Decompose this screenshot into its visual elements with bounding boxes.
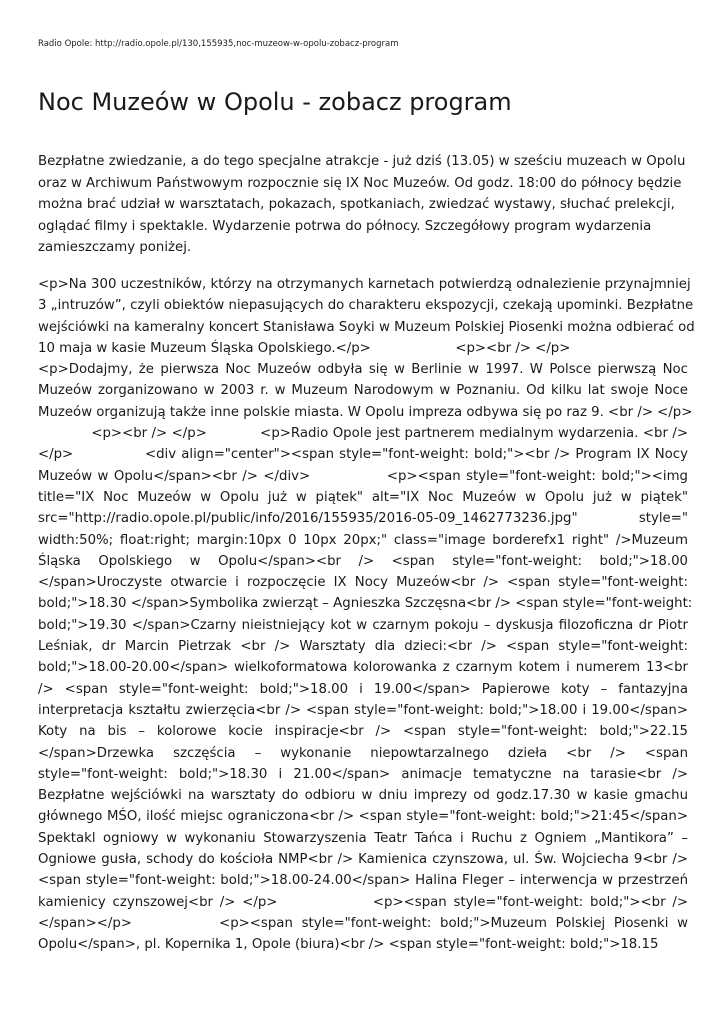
body-line: wejściówki na kameralny koncert Stanisława Soyki w Muzeum Polskiej Piosenki można odbierać od (38, 319, 695, 335)
article-title: Noc Muzeów w Opolu - zobacz program (38, 88, 512, 116)
body-line: głównego MŚO, ilość miejsc ograniczona<br /> <span style="font-weight: bold;">21:45</span> (38, 809, 688, 825)
body-line: Muzeów organizują także inne polskie miasta. W Opolu impreza odbywa się po raz 9. <br /> </p> (38, 404, 693, 420)
body-line: style="font-weight: bold;">18.30 i 21.00</span> animacje tematyczne na tarasie<br /> (38, 766, 688, 782)
body-line: Spektakl ogniowy w wykonaniu Stowarzyszenia Teatr Tańca i Ruchu z Ogniem „Mantikora” – (38, 830, 688, 846)
body-line: interpretacja kształtu zwierzęcia<br /> <span style="font-weight: bold;">18.00 i 19.00</span> (38, 702, 688, 718)
body-line: Leśniak, dr Marcin Pietrzak <br /> Warsztaty dla dzieci:<br /> <span style="font-weight: (38, 639, 688, 655)
body-line: <p>Dodajmy, że pierwsza Noc Muzeów odbyła się w Berlinie w 1997. W Polsce pierwszą Noc (38, 362, 688, 378)
body-line: width:50%; float:right; margin:10px 0 10px 20px;" class="image borderefx1 right" />Muzeum (38, 532, 688, 548)
body-line: kamienicy czynszowej<br /> </p> <p><span style="font-weight: bold;"><br /> (38, 894, 688, 910)
body-line: </span></p> <p><span style="font-weight: bold;">Muzeum Polskiej Piosenki w (38, 915, 688, 931)
body-line: src="http://radio.opole.pl/public/info/2016/155935/2016-05-09_1462773236.jpg" style=" (38, 511, 688, 527)
body-line: <p>Na 300 uczestników, którzy na otrzymanych karnetach potwierdzą odnalezienie przynajmniej (38, 277, 691, 292)
source-url: Radio Opole: http://radio.opole.pl/130,155935,noc-muzeow-w-opolu-zobacz-program (38, 39, 399, 49)
body-line: Muzeów zorganizowano w 2003 r. w Muzeum Narodowym w Poznaniu. Od kilku lat swoje Noce (38, 383, 688, 399)
body-line: Śląska Opolskiego w Opolu</span><br /> <span style="font-weight: bold;">18.00 (38, 553, 688, 569)
body-line: bold;">18.30 </span>Symbolika zwierząt – Agnieszka Szczęsna<br /> <span style="font-weight: (38, 596, 693, 612)
article-lead: Bezpłatne zwiedzanie, a do tego specjalne atrakcje - już dziś (13.05) w sześciu muzeach w Opolu oraz w Archiwum Państwowym rozpocznie się IX Noc Muzeów. Od godz. 18:00 do północy będzie można brać udział w warsztatach, pokazach, spotkaniach, zwiedzać wystawy, słuchać prelekcji, oglądać filmy i spektakle. Wydarzenie potrwa do północy. Szczegółowy program wydarzenia zamieszczamy poniżej. (38, 154, 686, 256)
body-line: Koty na bis – kolorowe kocie inspiracje<br /> <span style="font-weight: bold;">22.15 (38, 724, 688, 740)
article-body (38, 274, 695, 956)
body-line: </p> <div align="center"><span style="font-weight: bold;"><br /> Program IX Nocy (38, 447, 688, 463)
body-line: 10 maja w kasie Muzeum Śląska Opolskiego.</p> <p><br /> </p> (38, 340, 571, 356)
body-line: Muzeów w Opolu</span><br /> </div> <p><span style="font-weight: bold;"><img (38, 468, 688, 484)
body-line: Opolu</span>, pl. Kopernika 1, Opole (biura)<br /> <span style="font-weight: bold;">18.15 (38, 937, 659, 953)
body-line: Ogniowe gusła, schody do kościoła NMP<br /> Kamienica czynszowa, ul. Św. Wojciecha 9<br /> (38, 852, 688, 868)
body-line: Bezpłatne wejściówki na warsztaty do odbioru w dniu imprezy od godz.17.30 w kasie gmachu (38, 788, 688, 804)
body-line: /> <span style="font-weight: bold;">18.00 i 19.00</span> Papierowe koty – fantazyjna (38, 681, 688, 697)
body-line: <p><br /> </p> <p>Radio Opole jest partnerem medialnym wydarzenia. <br /> (38, 426, 688, 442)
body-line: bold;">19.30 </span>Czarny nieistniejący kot w czarnym pokoju – dyskusja filozoficzna dr Piotr (38, 617, 688, 633)
body-line: </span>Drzewka szczęścia – wykonanie niepowtarzalnego dzieła <br /> <span (38, 745, 688, 761)
body-line: 3 „intruzów”, czyli obiektów niepasujących do charakteru ekspozycji, czekają upominki. Bezpłatne (38, 298, 694, 314)
body-line: title="IX Noc Muzeów w Opolu już w piątek" alt="IX Noc Muzeów w Opolu już w piątek" (38, 489, 688, 505)
body-line: <span style="font-weight: bold;">18.00-24.00</span> Halina Fleger – interwencja w przestrzeń (38, 873, 688, 889)
body-line: bold;">18.00-20.00</span> wielkoformatowa kolorowanka z czarnym kotem i numerem 13<br (38, 660, 688, 676)
body-line: </span>Uroczyste otwarcie i rozpoczęcie IX Nocy Muzeów<br /> <span style="font-weight: (38, 575, 688, 591)
